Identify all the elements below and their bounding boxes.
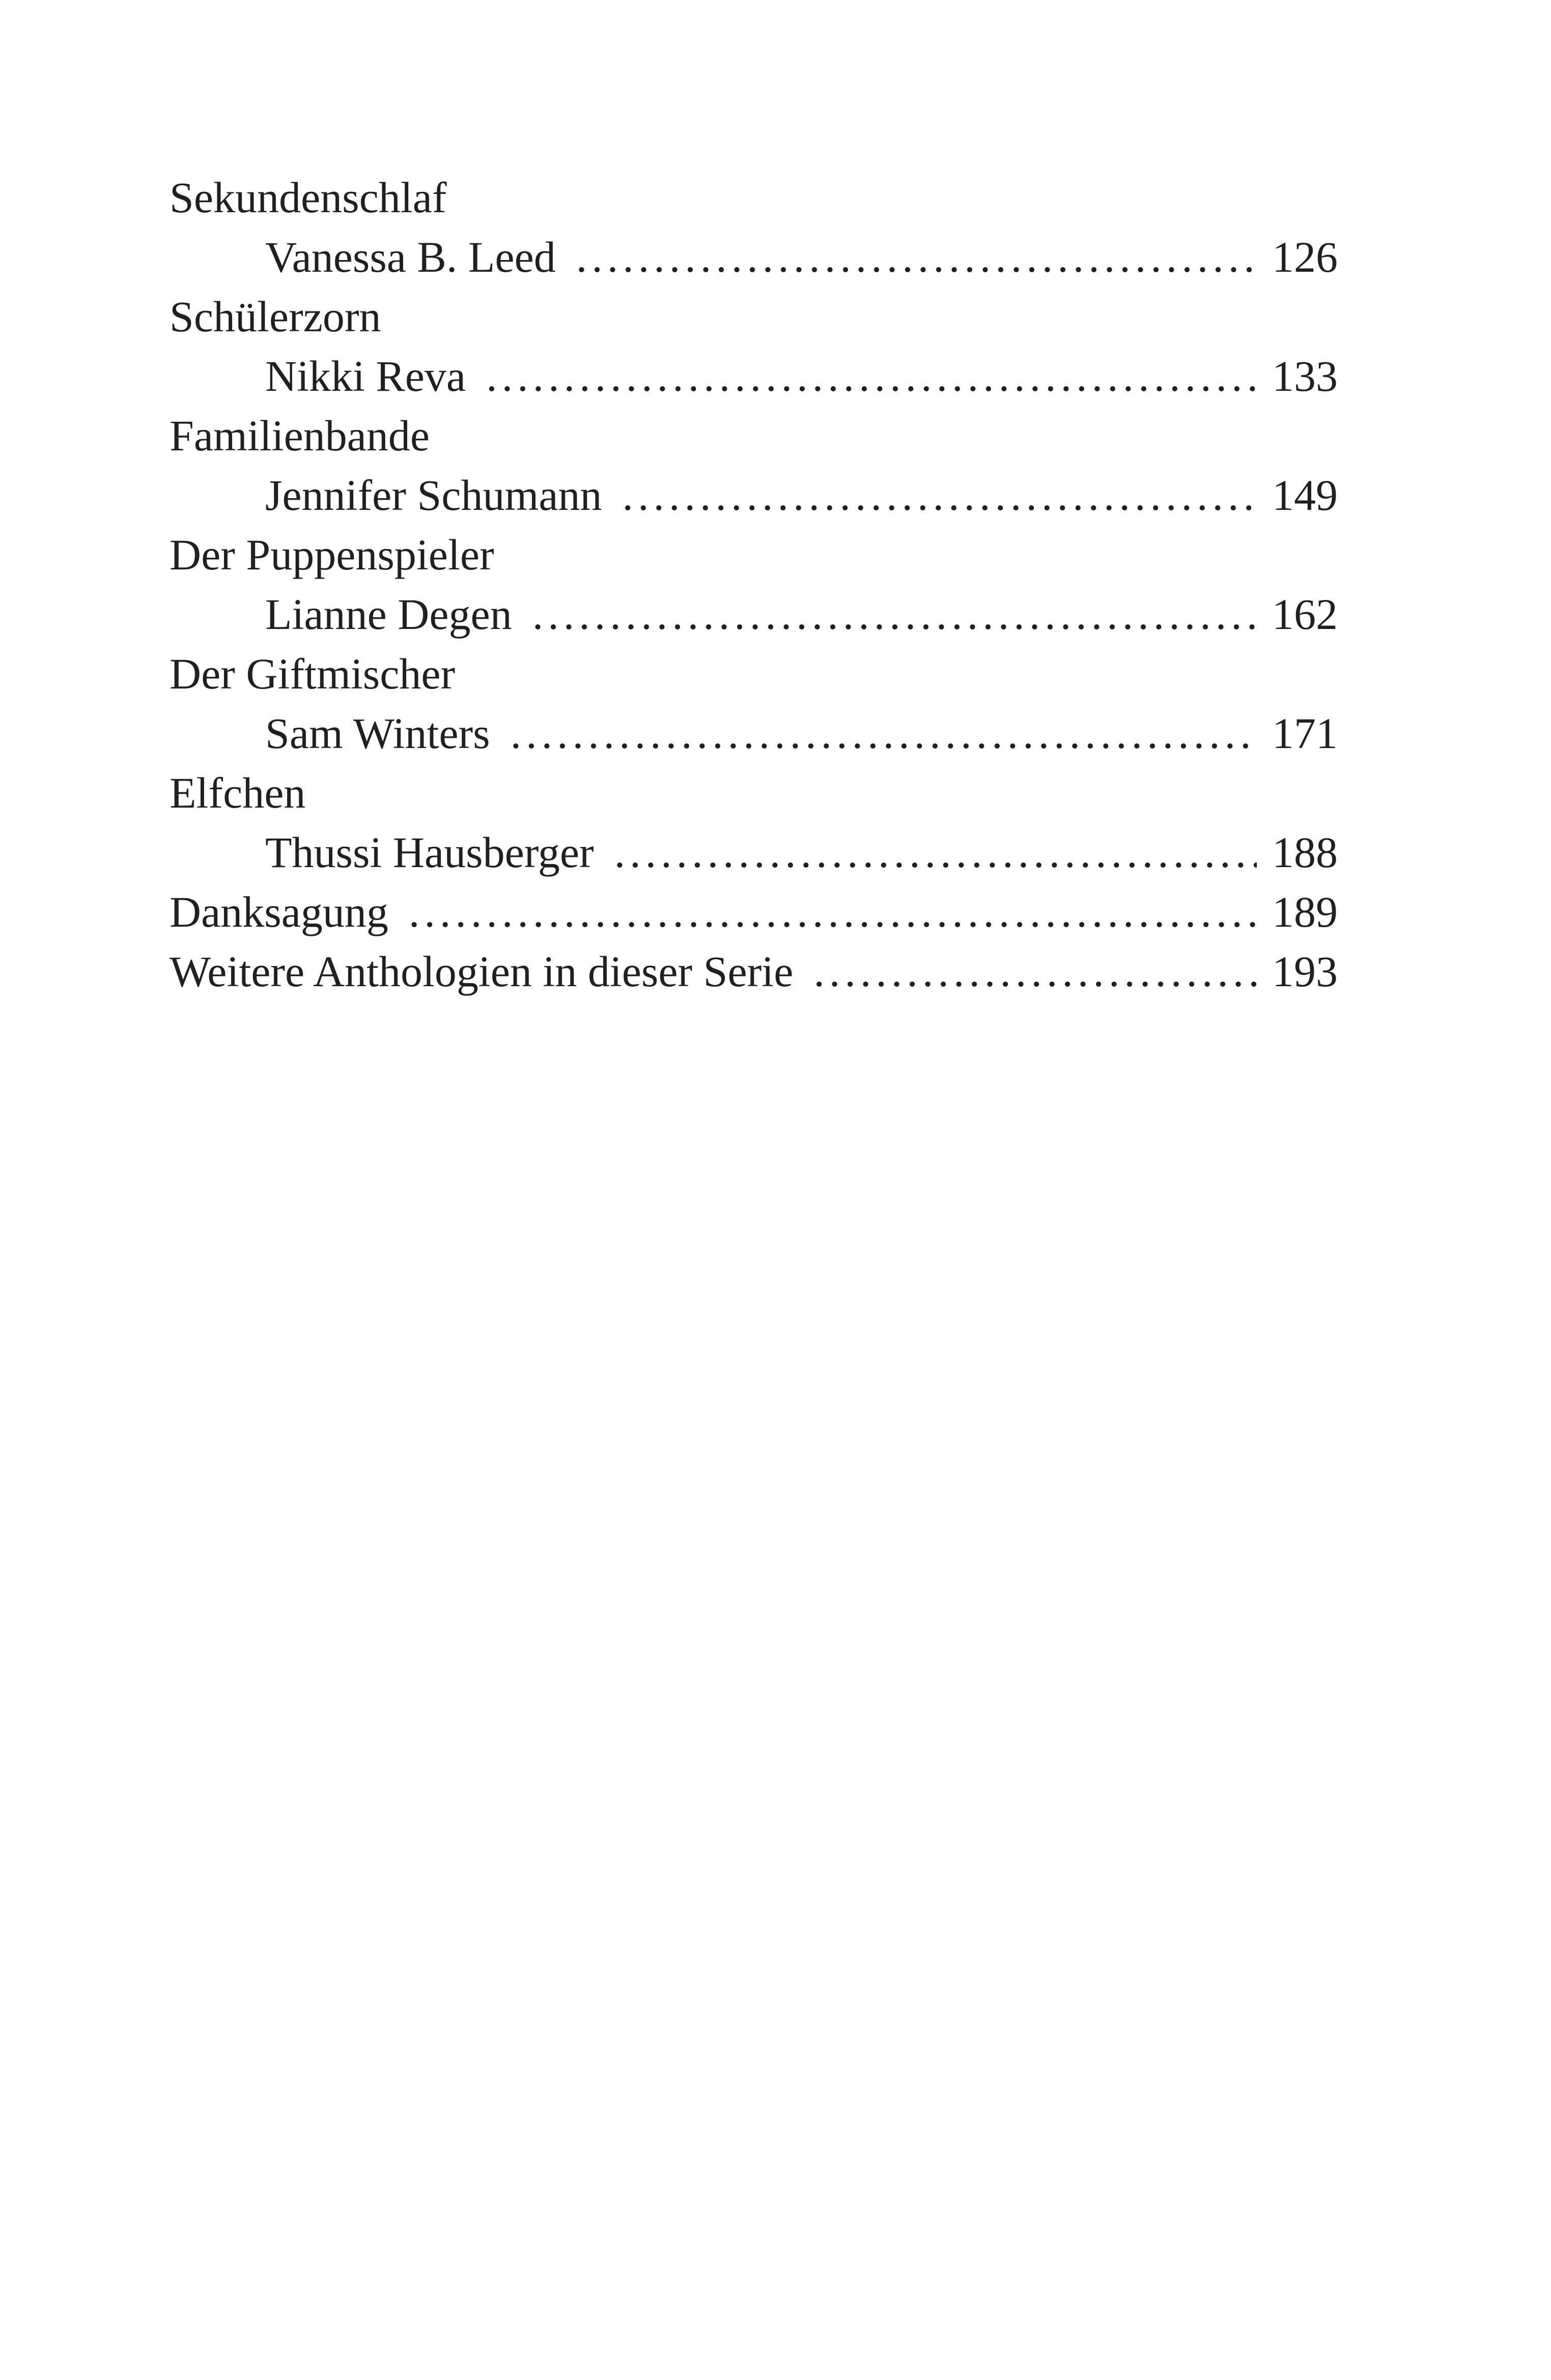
dot-leader — [576, 227, 1257, 287]
toc-title: Weitere Anthologien in dieser Serie — [170, 947, 794, 996]
dot-leader — [532, 585, 1257, 644]
toc-page-number: 193 — [1272, 947, 1338, 996]
toc-author: Jennifer Schumann — [265, 471, 602, 520]
toc-author-line — [170, 347, 1338, 406]
toc-extra-line — [170, 942, 1338, 1001]
toc-page-number: 171 — [1272, 709, 1338, 758]
toc-author-line — [170, 823, 1338, 882]
toc-story-title — [170, 168, 1338, 227]
dot-leader — [614, 823, 1257, 882]
toc-story-title — [170, 406, 1338, 466]
toc-author: Thussi Hausberger — [265, 828, 594, 877]
toc-story-title — [170, 525, 1338, 585]
toc-title: Sekundenschlaf — [170, 173, 447, 222]
toc-title: Familienbande — [170, 411, 430, 460]
toc-title: Der Puppenspieler — [170, 530, 494, 579]
toc-title: Elfchen — [170, 768, 306, 817]
toc-author-line — [170, 585, 1338, 644]
dot-leader — [511, 704, 1257, 763]
toc-story-title — [170, 287, 1338, 347]
toc-extra-line — [170, 882, 1338, 942]
toc-story-title — [170, 644, 1338, 704]
toc-title: Schülerzorn — [170, 292, 381, 341]
toc-author: Nikki Reva — [265, 352, 466, 400]
toc-page-number: 162 — [1272, 590, 1338, 639]
toc-author: Sam Winters — [265, 709, 490, 758]
table-of-contents — [170, 168, 1338, 1001]
toc-page-number: 188 — [1272, 828, 1338, 877]
toc-page-number: 189 — [1272, 887, 1338, 936]
dot-leader — [486, 347, 1257, 406]
dot-leader — [813, 942, 1257, 1001]
dot-leader — [623, 466, 1257, 525]
toc-story-title — [170, 763, 1338, 823]
toc-author: Lianne Degen — [265, 590, 512, 639]
toc-title: Der Giftmischer — [170, 649, 456, 698]
toc-page-number: 126 — [1272, 233, 1338, 281]
toc-author-line — [170, 466, 1338, 525]
toc-page-number: 133 — [1272, 352, 1338, 400]
toc-title: Danksagung — [170, 887, 388, 936]
toc-author: Vanessa B. Leed — [265, 233, 556, 281]
toc-author-line — [170, 704, 1338, 763]
toc-page-number: 149 — [1272, 471, 1338, 520]
dot-leader — [409, 882, 1257, 942]
toc-author-line — [170, 227, 1338, 287]
